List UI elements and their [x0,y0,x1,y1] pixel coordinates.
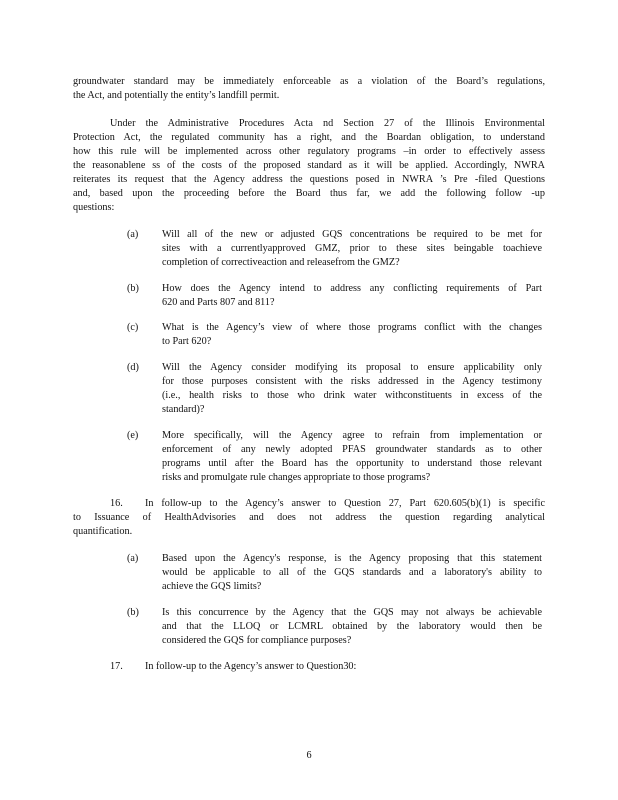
item-line: enforcement of any newly adopted PFAS groundwater standards as to other [162,444,542,455]
item-line: (i.e., health risks to those who drink water withconstituents in excess of the [162,390,542,401]
question-number: 16. [110,498,123,509]
page-number: 6 [306,750,312,761]
item-line: 620 and Parts 807 and 811? [162,297,275,308]
item-line: Will all of the new or adjusted GQS concentrations be required to be met for [162,229,542,240]
item-line: Based upon the Agency's response, is the Agency proposing that this statement [162,553,542,564]
item-line: would be applicable to all of the GQS standards and a laboratory's ability to [162,567,542,578]
item-line: What is the Agency’s view of where those programs conflict with the changes [162,322,542,333]
item-label: (d) [127,362,139,373]
q17-line: In follow-up to the Agency’s answer to Question30: [145,661,357,672]
item-line: achieve the GQS limits? [162,581,262,592]
item-line: for those purposes consistent with the risks addressed in the Agency testimony [162,376,542,387]
item-line: standard)? [162,404,205,415]
para2-line: the reasonablene ss of the costs of the proposed standard as it will be applied. Accordingly, NWRA [73,160,545,171]
item-line: risks and promulgate rule changes appropriate to those programs? [162,472,431,483]
item-line: completion of correctiveaction and releasefrom the GMZ? [162,257,400,268]
item-label: (e) [127,430,139,441]
intro-line: groundwater standard may be immediately enforceable as a violation of the Board’s regulations, [73,76,545,87]
item-line: Will the Agency consider modifying its proposal to ensure applicability only [162,362,542,373]
q16-line: to Issuance of HealthAdvisories and does not address the question regarding analytical [73,512,545,523]
q16-line: In follow-up to the Agency’s answer to Question 27, Part 620.605(b)(1) is specific [145,498,545,509]
item-label: (b) [127,607,139,618]
item-label: (b) [127,283,139,294]
item-line: programs until after the Board has the opportunity to understand those relevant [162,458,542,469]
item-label: (c) [127,322,139,333]
item-line: considered the GQS for compliance purposes? [162,635,352,646]
item-line: to Part 620? [162,336,212,347]
item-line: and that the LLOQ or LCMRL obtained by the laboratory would then be [162,621,542,632]
item-line: More specifically, will the Agency agree to refrain from implementation or [162,430,542,441]
q16-line: quantification. [73,526,133,537]
item-label: (a) [127,553,139,564]
para2-line: how this rule will be implemented across other regulatory programs –in order to effectively assess [73,146,545,157]
para2-line: Protection Act, the regulated community has a right, and the Boardan obligation, to understand [73,132,545,143]
para2-line: reiterates its request that the Agency address the questions posed in NWRA ’s Pre -filed Questions [73,174,545,185]
item-line: How does the Agency intend to address any conflicting requirements of Part [162,283,542,294]
item-label: (a) [127,229,139,240]
item-line: sites with a currentlyapproved GMZ, prior to these sites beingable toachieve [162,243,542,254]
para2-line: Under the Administrative Procedures Acta nd Section 27 of the Illinois Environmental [110,118,545,129]
para2-line: and, based upon the proceeding before the Board thus far, we add the following follow -up [73,188,545,199]
item-line: Is this concurrence by the Agency that the GQS may not always be achievable [162,607,542,618]
para2-line: questions: [73,202,115,213]
question-number: 17. [110,661,123,672]
intro-line: the Act, and potentially the entity’s landfill permit. [73,90,280,101]
